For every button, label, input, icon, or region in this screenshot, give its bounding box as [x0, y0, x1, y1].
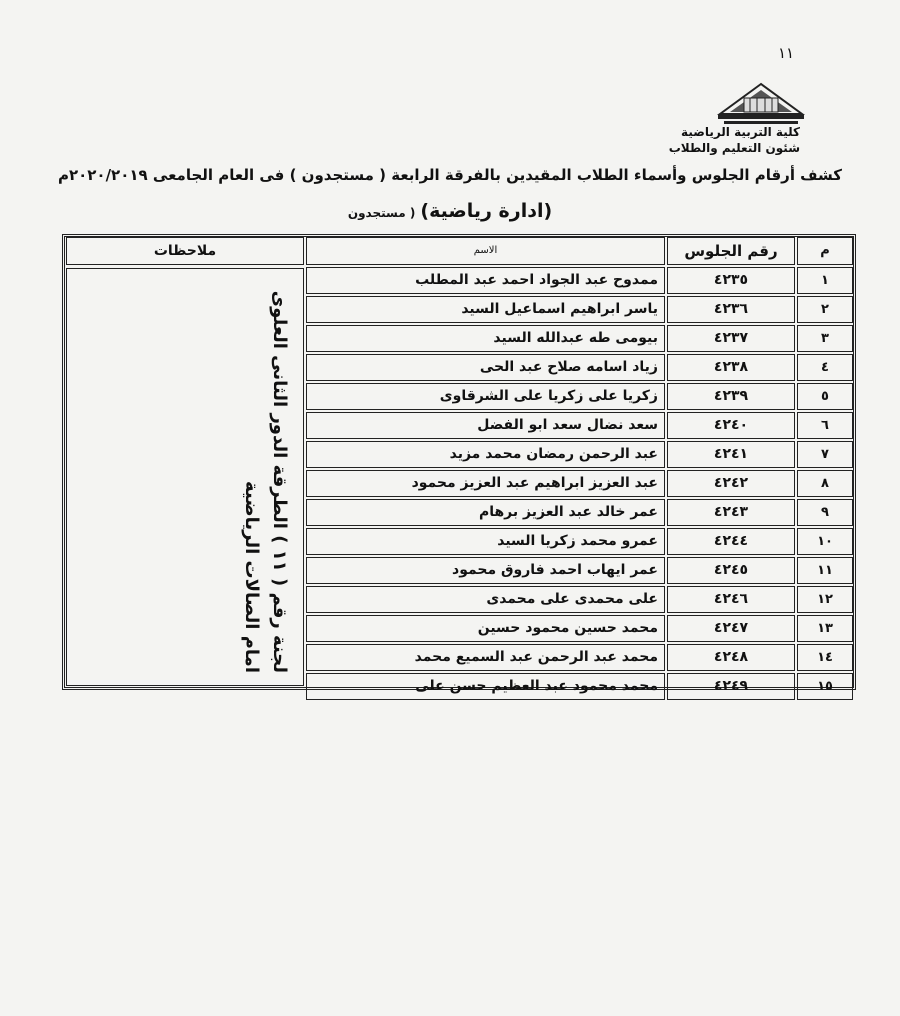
row-index: ٤ [797, 354, 853, 381]
row-student-name: على محمدى على محمدى [306, 586, 665, 613]
row-index: ١٢ [797, 586, 853, 613]
row-student-name: ممدوح عبد الجواد احمد عبد المطلب [306, 267, 665, 294]
row-seat-number: ٤٢٤٠ [667, 412, 795, 439]
page-number: ١١ [778, 44, 795, 62]
row-seat-number: ٤٢٤٦ [667, 586, 795, 613]
row-student-name: زكريا على زكريا على الشرقاوى [306, 383, 665, 410]
row-student-name: ياسر ابراهيم اسماعيل السيد [306, 296, 665, 323]
document-subtitle [0, 200, 900, 222]
header-org [669, 124, 800, 156]
row-student-name: عمرو محمد زكريا السيد [306, 528, 665, 555]
row-index: ١٤ [797, 644, 853, 671]
row-student-name: محمد محمود عبد العظيم حسن على [306, 673, 665, 700]
notes-text: لجنة رقم ( ١١ ) الطرقة الدور الثانى العلوى امام الصالات الرياضية [241, 290, 290, 673]
header-index: م [797, 237, 853, 265]
row-index: ١٣ [797, 615, 853, 642]
row-seat-number: ٤٢٣٥ [667, 267, 795, 294]
row-index: ١ [797, 267, 853, 294]
row-seat-number: ٤٢٤٥ [667, 557, 795, 584]
row-index: ٣ [797, 325, 853, 352]
row-student-name: زياد اسامه صلاح عبد الحى [306, 354, 665, 381]
document-title: كشف أرقام الجلوس وأسماء الطلاب المقيدين بالفرقة الرابعة ( مستجدون ) فى العام الجامعى ٢٠٢٠/٢٠١٩م [57, 166, 843, 184]
row-seat-number: ٤٢٤٨ [667, 644, 795, 671]
row-seat-number: ٤٢٣٩ [667, 383, 795, 410]
row-index: ٦ [797, 412, 853, 439]
row-student-name: عمر خالد عبد العزيز برهام [306, 499, 665, 526]
department-name: شئون التعليم والطلاب [668, 141, 800, 155]
row-student-name: عبد العزيز ابراهيم عبد العزيز محمود [306, 470, 665, 497]
row-student-name: محمد حسين محمود حسين [306, 615, 665, 642]
row-seat-number: ٤٢٤٧ [667, 615, 795, 642]
row-seat-number: ٤٢٤١ [667, 441, 795, 468]
notes-cell [66, 268, 304, 686]
row-index: ٥ [797, 383, 853, 410]
header-name: الاسم [306, 237, 665, 265]
subtitle-sub: ( مستجدون [347, 206, 416, 220]
row-student-name: عبد الرحمن رمضان محمد مزيد [306, 441, 665, 468]
row-student-name: محمد عبد الرحمن عبد السميع محمد [306, 644, 665, 671]
row-seat-number: ٤٢٤٤ [667, 528, 795, 555]
row-seat-number: ٤٢٤٢ [667, 470, 795, 497]
row-index: ١٥ [797, 673, 853, 700]
row-index: ١١ [797, 557, 853, 584]
row-index: ٧ [797, 441, 853, 468]
row-seat-number: ٤٢٣٨ [667, 354, 795, 381]
row-index: ٨ [797, 470, 853, 497]
row-seat-number: ٤٢٣٧ [667, 325, 795, 352]
header-notes: ملاحظات [66, 237, 304, 265]
row-seat-number: ٤٢٤٣ [667, 499, 795, 526]
row-student-name: سعد نضال سعد ابو الفضل [306, 412, 665, 439]
row-seat-number: ٤٢٣٦ [667, 296, 795, 323]
row-student-name: بيومى طه عبدالله السيد [306, 325, 665, 352]
header-seat-number: رقم الجلوس [667, 237, 795, 265]
row-index: ٩ [797, 499, 853, 526]
row-index: ١٠ [797, 528, 853, 555]
subtitle-main: (ادارة رياضية) [420, 200, 553, 222]
row-student-name: عمر ايهاب احمد فاروق محمود [306, 557, 665, 584]
row-seat-number: ٤٢٤٩ [667, 673, 795, 700]
faculty-name: كلية التربية الرياضية [681, 125, 800, 139]
row-index: ٢ [797, 296, 853, 323]
university-logo-icon [714, 80, 808, 126]
